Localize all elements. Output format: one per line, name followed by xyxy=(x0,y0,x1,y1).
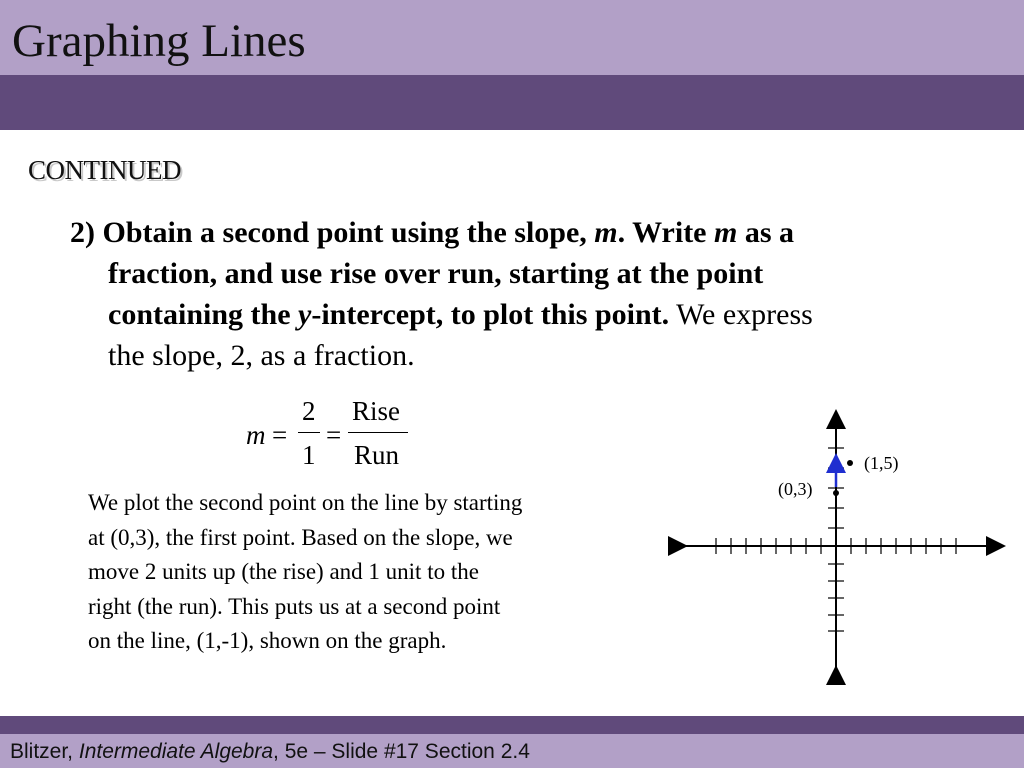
footer-stripe xyxy=(0,716,1024,734)
explanation-line: at (0,3), the first point. Based on the slope, we xyxy=(88,524,513,550)
explanation-line: move 2 units up (the rise) and 1 unit to the xyxy=(88,559,479,584)
step-number: 2) xyxy=(70,216,95,249)
point-1-5 xyxy=(847,460,853,466)
explanation-line: on the line, (1,-1), shown on the graph. xyxy=(88,628,447,653)
footer-author: Blitzer, xyxy=(10,740,79,763)
footer-citation xyxy=(10,741,530,762)
title-stripe xyxy=(0,75,1024,130)
graph-svg xyxy=(660,405,1010,685)
slope-equation xyxy=(240,394,420,474)
step-line-1: 2) Obtain a second point using the slope, m. Write m as a xyxy=(70,216,795,249)
step-line-4: the slope, 2, as a fraction. xyxy=(108,339,415,372)
slope-symbol: m xyxy=(594,216,618,249)
footer-slide-info: , 5e – Slide #17 Section 2.4 xyxy=(273,740,530,763)
step-line-3: containing the y-intercept, to plot this point. We express xyxy=(108,298,813,331)
explanation-text xyxy=(88,486,638,659)
point-0-3 xyxy=(833,490,839,496)
explanation-line: We plot the second point on the line by starting xyxy=(88,490,523,515)
explanation-line: right (the run). This puts us at a second point xyxy=(88,593,501,619)
step-paragraph xyxy=(70,212,950,376)
eq-numerator-2: 2 xyxy=(302,396,316,426)
footer-book-title: Intermediate Algebra xyxy=(78,740,274,763)
y-symbol: y xyxy=(298,298,312,331)
slope-symbol: m xyxy=(714,216,738,249)
fraction-bar xyxy=(348,432,408,433)
point-label-0-3: (0,3) xyxy=(778,479,813,499)
point-label-1-5: (1,5) xyxy=(864,453,899,473)
continued-heading: CONTINUED xyxy=(28,155,181,185)
eq-equals-1: = xyxy=(272,420,288,450)
eq-denominator-1: 1 xyxy=(302,440,316,470)
eq-run: Run xyxy=(354,440,400,470)
fraction-bar xyxy=(298,432,320,433)
eq-equals-2: = xyxy=(326,420,342,450)
eq-m: m xyxy=(246,420,266,450)
eq-rise: Rise xyxy=(352,396,401,426)
coordinate-graph xyxy=(660,405,1010,685)
slide-title: Graphing Lines xyxy=(12,15,306,67)
step-line-2: fraction, and use rise over run, starting at the point xyxy=(108,257,764,290)
